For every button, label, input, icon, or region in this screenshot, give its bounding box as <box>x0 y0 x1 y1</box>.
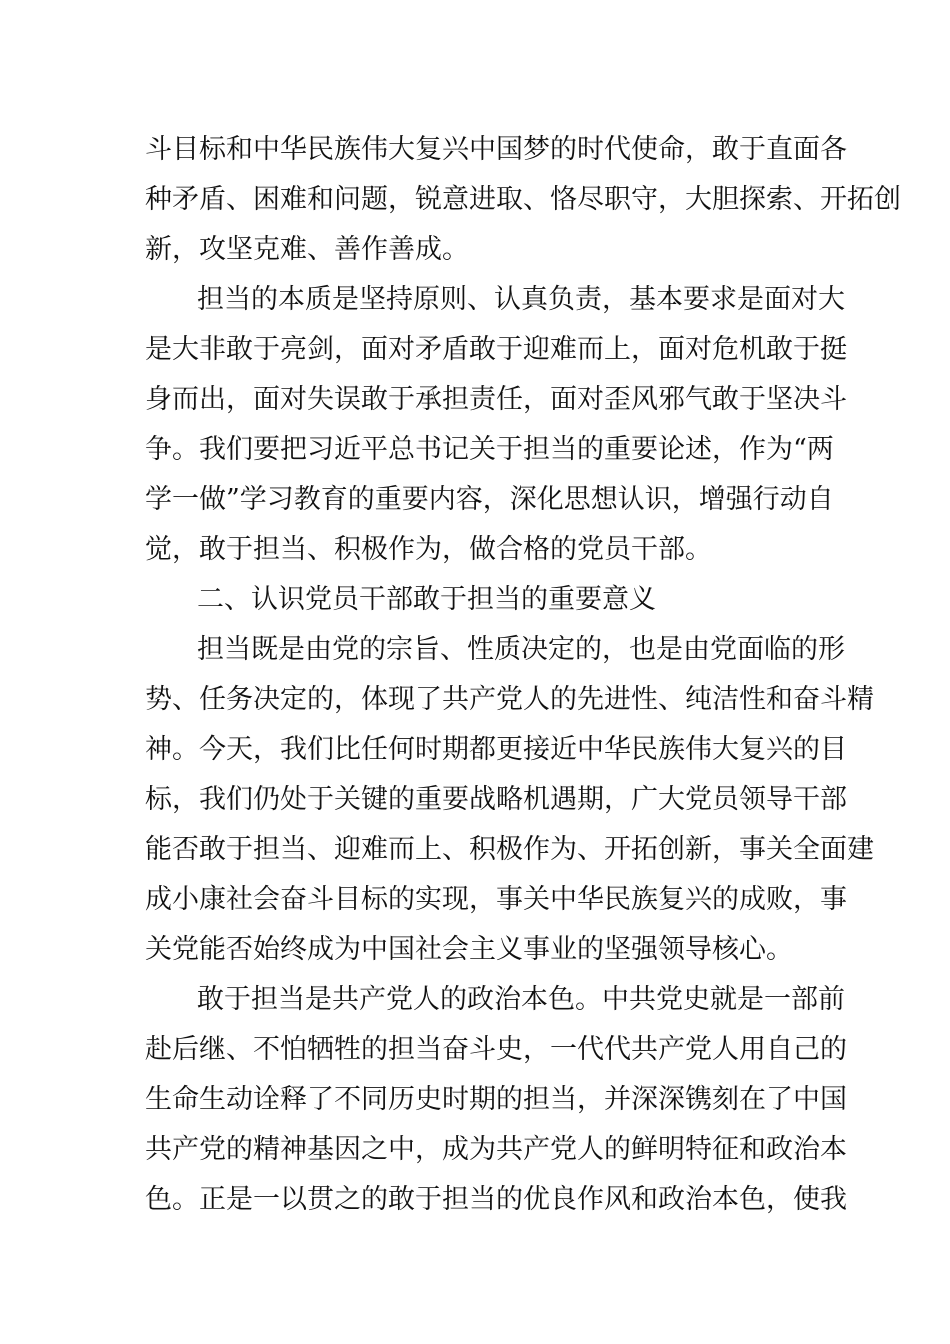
paragraph-first-line: 担当的本质是坚持原则、认真负责，基本要求是面对大 <box>197 284 845 315</box>
section-heading: 二、认识党员干部敢于担当的重要意义 <box>197 584 656 615</box>
text-line: 共产党的精神基因之中，成为共产党人的鲜明特征和政治本 <box>145 1134 847 1165</box>
text-line: 标，我们仍处于关键的重要战略机遇期，广大党员领导干部 <box>145 784 847 815</box>
text-line: 争。我们要把习近平总书记关于担当的重要论述，作为“两 <box>145 434 834 465</box>
paragraph-first-line: 敢于担当是共产党人的政治本色。中共党史就是一部前 <box>197 984 845 1015</box>
text-line: 种矛盾、困难和问题，锐意进取、恪尽职守，大胆探索、开拓创 <box>145 184 901 215</box>
paragraph-first-line: 担当既是由党的宗旨、性质决定的，也是由党面临的形 <box>197 634 845 665</box>
text-line: 神。今天，我们比任何时期都更接近中华民族伟大复兴的目 <box>145 734 847 765</box>
text-line: 新，攻坚克难、善作善成。 <box>145 234 469 265</box>
text-line: 学一做”学习教育的重要内容，深化思想认识，增强行动自 <box>145 484 834 515</box>
text-line: 赴后继、不怕牺牲的担当奋斗史，一代代共产党人用自己的 <box>145 1034 847 1065</box>
text-line: 生命生动诠释了不同历史时期的担当，并深深镌刻在了中国 <box>145 1084 847 1115</box>
text-line: 身而出，面对失误敢于承担责任，面对歪风邪气敢于坚决斗 <box>145 384 847 415</box>
text-line: 斗目标和中华民族伟大复兴中国梦的时代使命，敢于直面各 <box>145 134 847 165</box>
text-line: 成小康社会奋斗目标的实现，事关中华民族复兴的成败，事 <box>145 884 847 915</box>
text-line: 关党能否始终成为中国社会主义事业的坚强领导核心。 <box>145 934 793 965</box>
text-line: 色。正是一以贯之的敢于担当的优良作风和政治本色，使我 <box>145 1184 847 1215</box>
text-line: 势、任务决定的，体现了共产党人的先进性、纯洁性和奋斗精 <box>145 684 874 715</box>
text-line: 能否敢于担当、迎难而上、积极作为、开拓创新，事关全面建 <box>145 834 874 865</box>
text-line: 是大非敢于亮剑，面对矛盾敢于迎难而上，面对危机敢于挺 <box>145 334 847 365</box>
text-line: 觉，敢于担当、积极作为，做合格的党员干部。 <box>145 534 712 565</box>
